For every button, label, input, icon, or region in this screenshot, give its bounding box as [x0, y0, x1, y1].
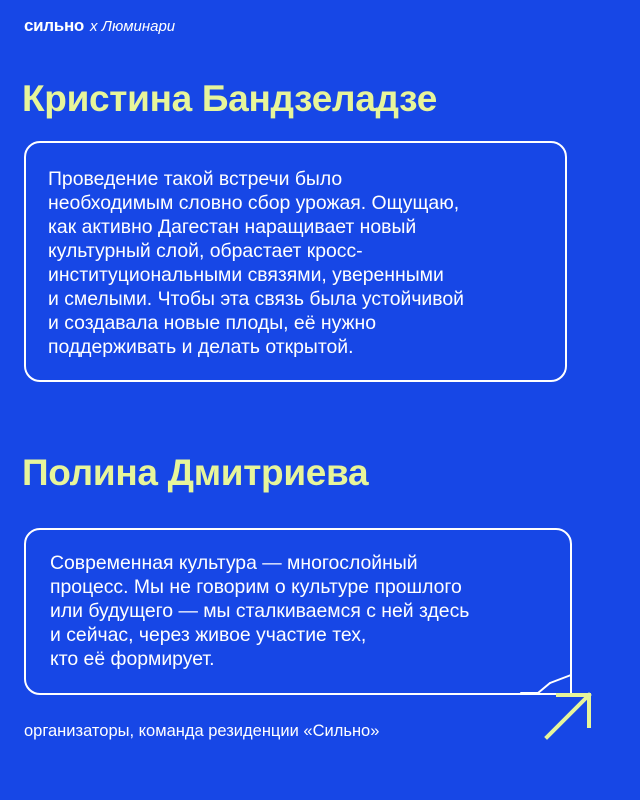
person-name-1: Кристина Бандзеладзе [22, 78, 438, 119]
quote-box-1: Проведение такой встречи было необходимым словно сбор урожая. Ощущаю, как активно Дагестан наращивает новый культурный слой, обрастает кросс- институциональными связями, уверенными и смелыми. Чтобы эта связь была устойчивой и создавала новые плоды, её нужно поддерживать и делать открытой. [24, 141, 567, 382]
brand-logo: сильно [24, 16, 85, 35]
person-name-2: Полина Дмитриева [22, 452, 369, 493]
partner-label: х Люминари [90, 18, 176, 35]
quote-box-2: Современная культура — многослойный процесс. Мы не говорим о культуре прошлого или будущего — мы сталкиваемся с ней здесь и сейчас, через живое участие тех, кто её формирует. [24, 528, 572, 695]
arrow-up-right-icon [544, 690, 594, 740]
header [24, 16, 175, 36]
footer-caption: организаторы, команда резиденции «Сильно» [24, 722, 380, 740]
